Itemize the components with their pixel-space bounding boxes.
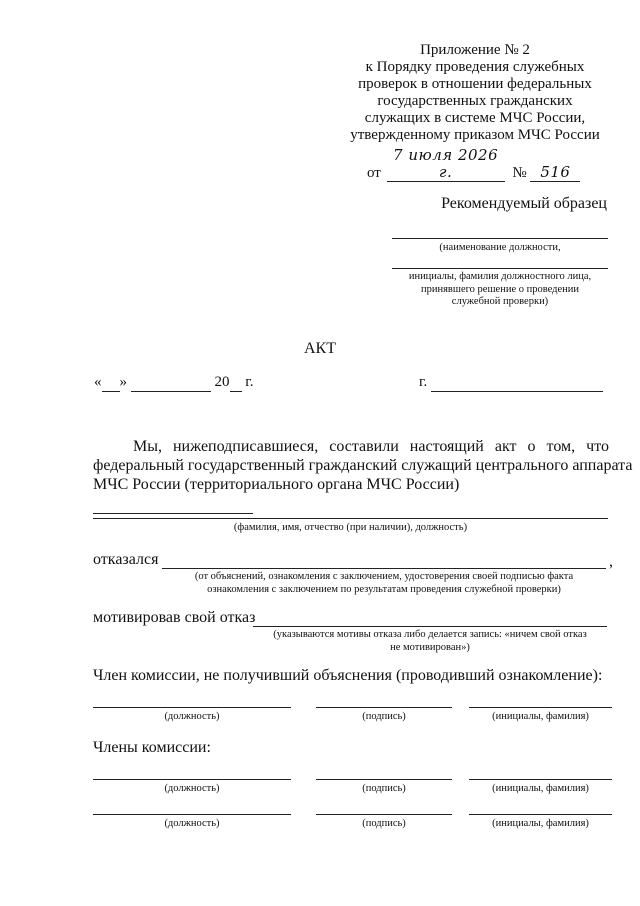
header-line: к Порядку проведения служебных — [365, 59, 585, 75]
employee-name-caption: (фамилия, имя, отчество (при наличии), должность) — [233, 522, 468, 533]
header-line: служащих в системе МЧС России, — [364, 110, 586, 126]
para-line-text: МЧС России (территориального органа МЧС России) — [93, 476, 460, 493]
act-title: АКТ — [304, 340, 336, 357]
header-line: утвержденному приказом МЧС России — [350, 127, 600, 143]
signature-line — [316, 779, 452, 780]
initials-line — [469, 707, 612, 708]
official-caption-line: принявшего решение о проведении — [420, 283, 579, 295]
position-caption: (должность) — [164, 818, 220, 829]
initials-line — [469, 814, 612, 815]
year-prefix: 20 — [214, 374, 230, 390]
refused-caption — [162, 571, 606, 596]
refused-caption-line: (от объяснений, ознакомления с заключением, удостоверения своей подписью факта — [194, 571, 574, 582]
motive-line — [253, 626, 607, 627]
official-caption — [380, 271, 620, 309]
act-city-line — [419, 374, 619, 392]
motive-caption — [253, 629, 607, 654]
month-blank — [131, 374, 211, 392]
order-date-handwritten: 7 июля 2026 г. — [387, 147, 505, 182]
city-prefix: г. — [419, 374, 428, 390]
refused-caption-line: ознакомления с заключением по результатам проведения служебной проверки) — [207, 583, 561, 595]
city-blank — [431, 374, 603, 392]
signature-caption: (подпись) — [362, 818, 406, 829]
initials-caption: (инициалы, фамилия) — [492, 711, 589, 722]
position-line — [93, 707, 291, 708]
quote-close: » — [119, 374, 127, 390]
motive-label: мотивировав свой отказ — [93, 609, 256, 626]
header-line: проверок в отношении федеральных — [358, 76, 592, 92]
header-line: Приложение № 2 — [420, 42, 530, 58]
signature-caption: (подпись) — [362, 783, 406, 794]
position-line — [93, 814, 291, 815]
initials-caption: (инициалы, фамилия) — [492, 783, 589, 794]
order-date-number — [367, 146, 617, 181]
day-blank — [102, 374, 120, 392]
year-blank — [230, 374, 242, 392]
official-position-line — [392, 238, 608, 239]
official-caption: (наименование должности, — [439, 242, 561, 253]
signature-line — [316, 814, 452, 815]
position-caption: (должность) — [164, 711, 220, 722]
official-name-line — [392, 268, 608, 269]
initials-line — [469, 779, 612, 780]
commission-members-heading: Члены комиссии: — [93, 739, 211, 756]
commission-member-heading: Член комиссии, не получивший объяснения (проводивший ознакомление): — [93, 667, 603, 684]
number-label: № — [512, 165, 527, 181]
official-caption-line: служебной проверки) — [451, 296, 549, 307]
signature-line — [316, 707, 452, 708]
para-line: федеральный государственный гражданский служащий центрального аппарата — [93, 457, 633, 474]
act-body-paragraph — [93, 437, 633, 514]
para-line — [93, 475, 609, 514]
order-number-handwritten: 516 — [530, 164, 580, 182]
refused-line — [162, 568, 606, 569]
para-line: Мы, нижеподписавшиеся, составили настоящий акт о том, что — [133, 438, 609, 455]
year-suffix: г. — [245, 374, 254, 390]
initials-caption: (инициалы, фамилия) — [492, 818, 589, 829]
employee-name-line — [93, 518, 608, 519]
appendix-header — [340, 42, 610, 144]
header-line: государственных гражданских — [377, 93, 573, 109]
signature-caption: (подпись) — [362, 711, 406, 722]
position-line — [93, 779, 291, 780]
position-caption: (должность) — [164, 783, 220, 794]
quote-open: « — [94, 374, 102, 390]
refused-label: отказался — [93, 551, 159, 568]
motive-caption-line: не мотивирован») — [390, 641, 470, 653]
recommended-sample-label: Рекомендуемый образец — [441, 195, 607, 212]
act-date-line — [94, 374, 354, 392]
from-prefix: от — [367, 165, 381, 181]
motive-caption-line: (указываются мотивы отказа либо делается запись: «ничем свой отказ — [273, 629, 587, 640]
refused-comma: , — [609, 553, 613, 570]
official-caption-line: инициалы, фамилия должностного лица, — [408, 271, 592, 282]
territorial-body-blank — [93, 494, 253, 514]
